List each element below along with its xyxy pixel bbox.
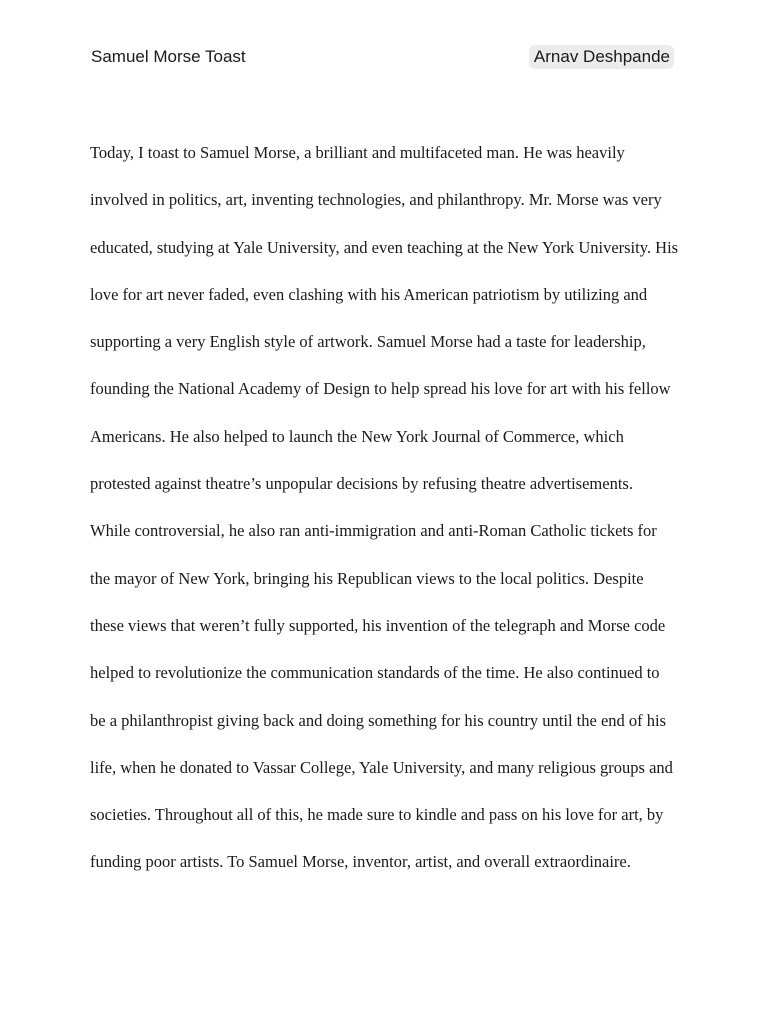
- text-line: protested against theatre’s unpopular decisions by refusing theatre advertisements.: [90, 474, 633, 494]
- text-line: funding poor artists. To Samuel Morse, inventor, artist, and overall extraordinaire.: [90, 852, 631, 872]
- text-line: life, when he donated to Vassar College, Yale University, and many religious groups and: [90, 757, 673, 777]
- text-line: helped to revolutionize the communication standards of the time. He also continued to: [90, 663, 660, 683]
- document-title: Samuel Morse Toast: [91, 47, 246, 66]
- text-line: Americans. He also helped to launch the New York Journal of Commerce, which: [90, 426, 624, 446]
- text-line: be a philanthropist giving back and doing something for his country until the end of his: [90, 710, 667, 730]
- text-line: the mayor of New York, bringing his Republican views to the local politics. Despite: [90, 568, 644, 588]
- text-line: love for art never faded, even clashing with his American patriotism by utilizing and: [90, 284, 648, 304]
- text-line: societies. Throughout all of this, he made sure to kindle and pass on his love for art, by: [90, 805, 664, 825]
- text-line: While controversial, he also ran anti-immigration and anti-Roman Catholic tickets for: [90, 521, 657, 541]
- toast-body: [90, 140, 690, 897]
- text-line: involved in politics, art, inventing technologies, and philanthropy. Mr. Morse was very: [90, 190, 662, 210]
- text-line: supporting a very English style of artwork. Samuel Morse had a taste for leadership,: [90, 332, 646, 352]
- text-line: Today, I toast to Samuel Morse, a brilliant and multifaceted man. He was heavily: [90, 143, 625, 162]
- text-line: educated, studying at Yale University, and even teaching at the New York University. His: [90, 237, 679, 257]
- author-name: Arnav Deshpande: [529, 45, 674, 69]
- text-line: founding the National Academy of Design to help spread his love for art with his fellow: [90, 379, 671, 399]
- text-line: these views that weren’t fully supported, his invention of the telegraph and Morse code: [90, 615, 666, 635]
